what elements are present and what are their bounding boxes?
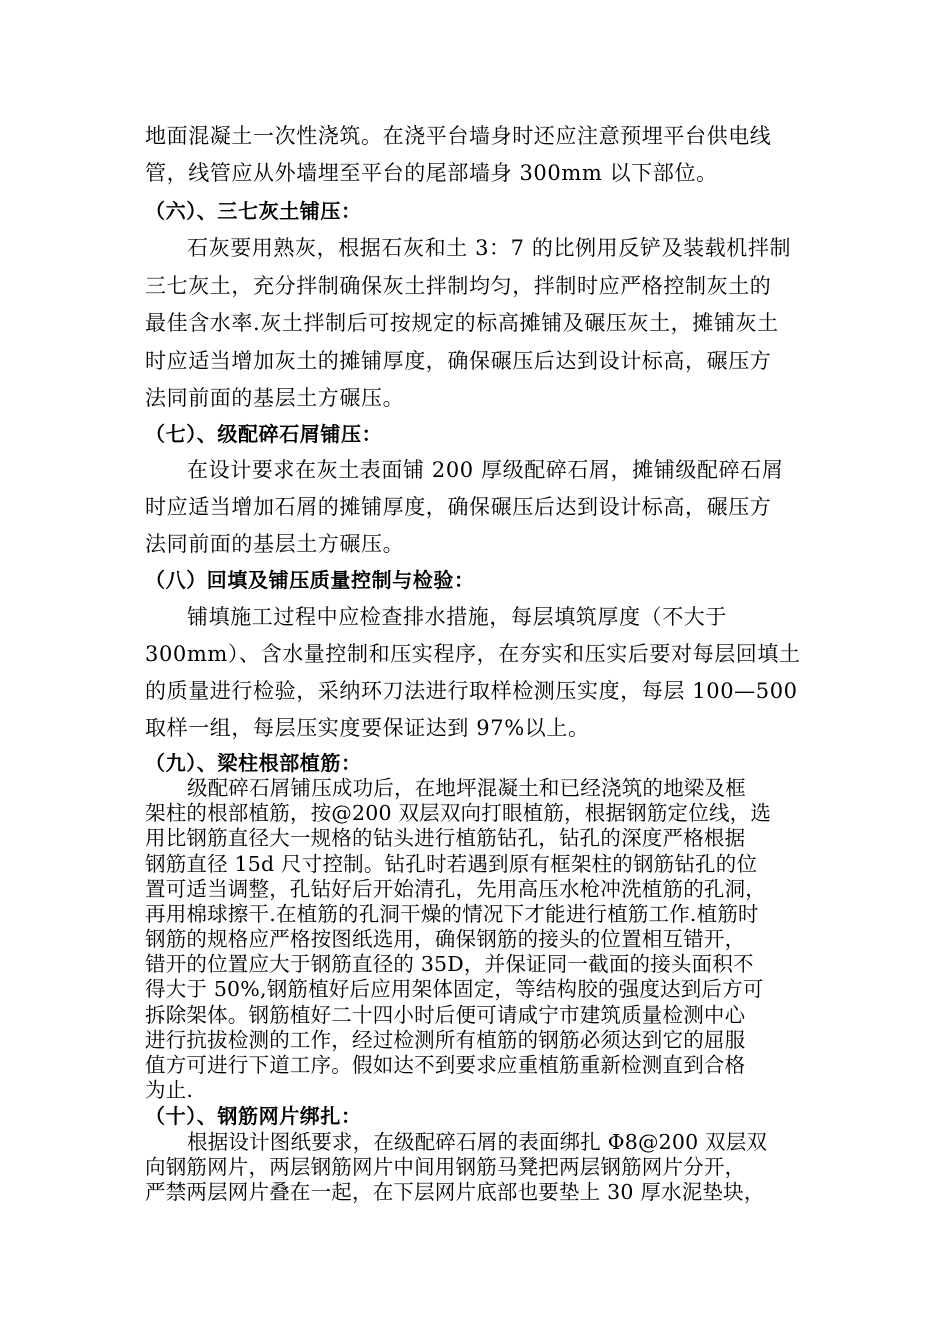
section-heading-8: （八）回填及铺压质量控制与检验：: [145, 568, 475, 592]
paragraph-line: 级配碎石屑铺压成功后，在地坪混凝土和已经浇筑的地梁及框: [187, 776, 746, 800]
paragraph-line: 最佳含水率.灰土拌制后可按规定的标高摊铺及碾压灰土，摊铺灰土: [145, 311, 779, 335]
paragraph-line: 严禁两层网片叠在一起，在下层网片底部也要垫上 30 厚水泥垫块，: [145, 1180, 765, 1204]
section-heading-9: （九）、梁柱根部植筋：: [145, 751, 362, 775]
paragraph-line: 的质量进行检验，采纳环刀法进行取样检测压实度，每层 100—500: [145, 679, 798, 703]
paragraph-line: 向钢筋网片，两层钢筋网片中间用钢筋马凳把两层钢筋网片分开，: [145, 1155, 746, 1179]
paragraph-line: 取样一组，每层压实度要保证达到 97%以上。: [145, 716, 590, 740]
paragraph-line: 石灰要用熟灰，根据石灰和土 3：7 的比例用反铲及装载机拌制: [187, 236, 792, 260]
section-heading-6: （六）、三七灰土铺压：: [145, 199, 362, 223]
paragraph-line: 错开的位置应大于钢筋直径的 35D，并保证同一截面的接头面积不: [145, 952, 754, 976]
paragraph-line: 铺填施工过程中应检查排水措施，每层填筑厚度（不大于: [187, 605, 727, 629]
paragraph-line: 法同前面的基层土方碾压。: [145, 532, 405, 556]
paragraph-line: 架柱的根部植筋，按@200 双层双向打眼植筋，根据钢筋定位线，选: [145, 801, 772, 825]
paragraph-line: 钢筋的规格应严格按图纸选用，确保钢筋的接头的位置相互错开，: [145, 927, 746, 951]
paragraph-line: 进行抗拔检测的工作，经过检测所有植筋的钢筋必须达到它的屈服: [145, 1028, 746, 1052]
paragraph-line: 地面混凝土一次性浇筑。在浇平台墙身时还应注意预埋平台供电线: [145, 124, 772, 148]
paragraph-line: 时应适当增加灰土的摊铺厚度，确保碾压后达到设计标高，碾压方: [145, 349, 772, 373]
paragraph-line: 管，线管应从外墙埋至平台的尾部墙身 300mm 以下部位。: [145, 161, 718, 185]
paragraph-line: 法同前面的基层土方碾压。: [145, 386, 405, 410]
paragraph-line: 为止.: [145, 1078, 194, 1102]
paragraph-line: 根据设计图纸要求，在级配碎石屑的表面绑扎 Φ8@200 双层双: [187, 1130, 768, 1154]
paragraph-line: 拆除架体。钢筋植好二十四小时后便可请咸宁市建筑质量检测中心: [145, 1003, 746, 1027]
paragraph-line: 时应适当增加石屑的摊铺厚度，确保碾压后达到设计标高，碾压方: [145, 495, 772, 519]
paragraph-line: 得大于 50%,钢筋植好后应用架体固定，等结构胶的强度达到后方可: [145, 977, 764, 1001]
section-heading-7: （七）、级配碎石屑铺压：: [145, 422, 383, 446]
paragraph-line: 钢筋直径 15d 尺寸控制。钻孔时若遇到原有框架柱的钢筋钻孔的位: [145, 852, 758, 876]
section-heading-10: （十）、钢筋网片绑扎：: [145, 1104, 362, 1128]
paragraph-line: 用比钢筋直径大一规格的钻头进行植筋钻孔，钻孔的深度严格根据: [145, 826, 746, 850]
paragraph-line: 三七灰土，充分拌制确保灰土拌制均匀，拌制时应严格控制灰土的: [145, 274, 772, 298]
paragraph-line: 值方可进行下道工序。假如达不到要求应重植筋重新检测直到合格: [145, 1053, 746, 1077]
paragraph-line: 在设计要求在灰土表面铺 200 厚级配碎石屑，摊铺级配碎石屑: [187, 458, 784, 482]
paragraph-line: 再用棉球擦干.在植筋的孔洞干燥的情况下才能进行植筋工作.植筋时: [145, 902, 759, 926]
paragraph-line: 300mm）、含水量控制和压实程序，在夯实和压实后要对每层回填土: [145, 642, 801, 666]
paragraph-line: 置可适当调整，孔钻好后开始清孔，先用高压水枪冲洗植筋的孔洞，: [145, 877, 766, 901]
